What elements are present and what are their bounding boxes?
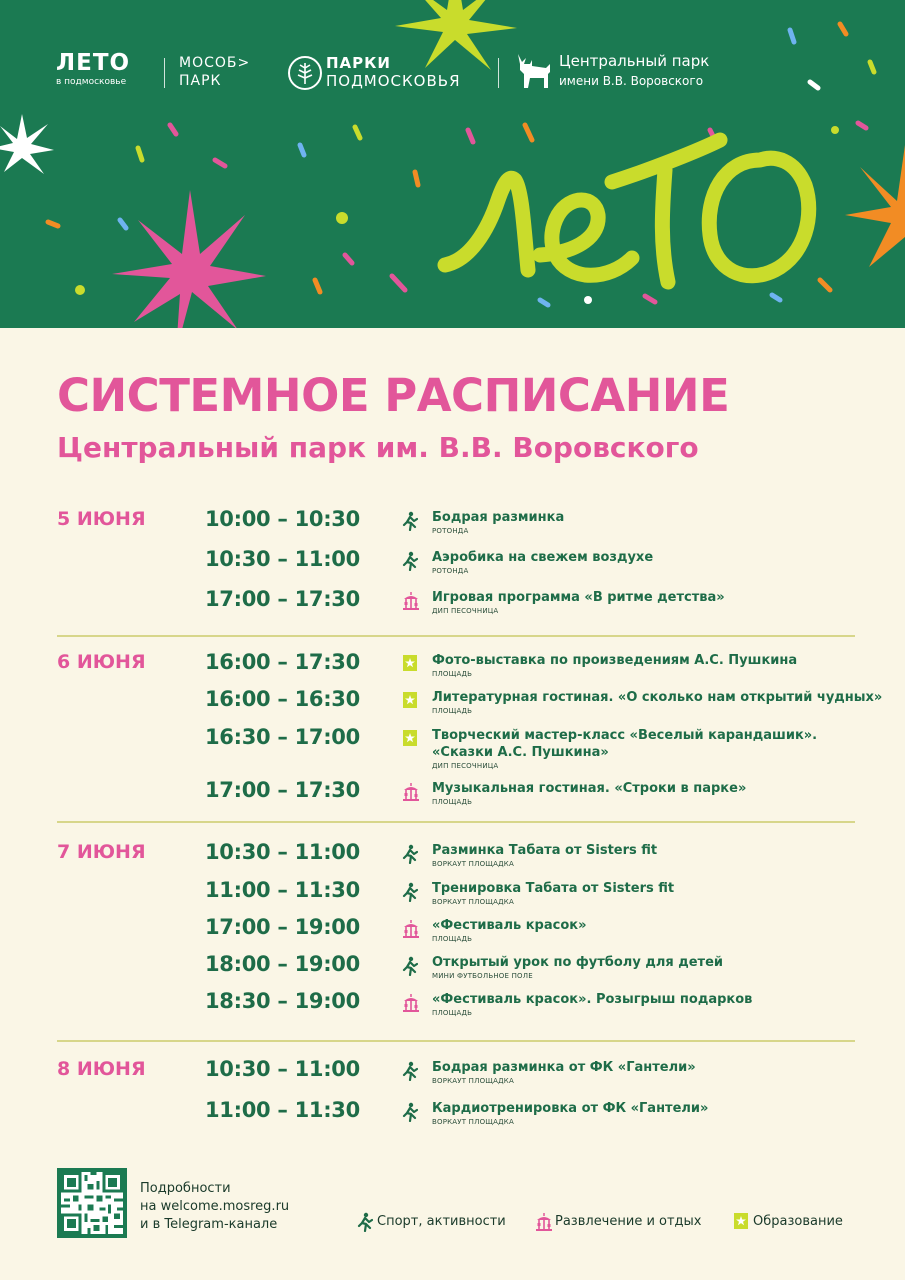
day-divider xyxy=(57,821,855,823)
runner-icon xyxy=(402,511,420,531)
runner-icon xyxy=(357,1212,373,1236)
footer-line3: и в Telegram-канале xyxy=(140,1217,278,1232)
event-place: МИНИ ФУТБОЛЬНОЕ ПОЛЕ xyxy=(432,972,533,980)
logo-divider xyxy=(498,58,499,88)
event-time: 10:30 – 11:00 xyxy=(205,547,360,571)
event-place: ПЛОЩАДЬ xyxy=(432,798,473,806)
event-name: Бодрая разминка xyxy=(432,510,565,525)
footer-line1: Подробности xyxy=(140,1181,231,1196)
book-icon xyxy=(402,654,420,674)
carousel-icon xyxy=(402,782,420,802)
event-name: «Фестиваль красок» xyxy=(432,918,587,933)
carousel-icon xyxy=(535,1212,553,1236)
event-time: 11:00 – 11:30 xyxy=(205,1098,360,1122)
footer-line2[interactable]: на welcome.mosreg.ru xyxy=(140,1199,290,1214)
event-time: 16:30 – 17:00 xyxy=(205,725,360,749)
central-park-line2: имени В.В. Воровского xyxy=(559,74,704,88)
day-date: 8 ИЮНЯ xyxy=(57,1058,146,1080)
event-name: «Фестиваль красок». Розыгрыш подарков xyxy=(432,992,753,1007)
mosobpark-logo xyxy=(179,54,250,90)
page-title: СИСТЕМНОЕ РАСПИСАНИЕ xyxy=(57,369,730,422)
leto-lettering xyxy=(445,140,809,282)
event-place: ВОРКАУТ ПЛОЩАДКА xyxy=(432,898,514,906)
event-time: 17:00 – 17:30 xyxy=(205,778,360,802)
day-date: 7 ИЮНЯ xyxy=(57,841,146,863)
runner-icon xyxy=(402,1102,420,1122)
event-place: РОТОНДА xyxy=(432,527,469,535)
event-name: Открытый урок по футболу для детей xyxy=(432,955,724,970)
event-time: 18:30 – 19:00 xyxy=(205,989,360,1013)
carousel-icon xyxy=(402,993,420,1013)
partner-logos xyxy=(56,50,905,95)
event-name: Творческий мастер-класс «Веселый карандашик». xyxy=(432,728,818,743)
event-name: Фото-выставка по произведениям А.С. Пушкина xyxy=(432,653,798,668)
event-place: ПЛОЩАДЬ xyxy=(432,1009,473,1017)
event-name: Разминка Табата от Sisters fit xyxy=(432,843,658,858)
runner-icon xyxy=(402,551,420,571)
leto-logo-text: ЛЕТО xyxy=(56,50,131,76)
event-time: 10:30 – 11:00 xyxy=(205,1057,360,1081)
event-place: ПЛОЩАДЬ xyxy=(432,935,473,943)
event-name-line2: «Сказки А.С. Пушкина» xyxy=(432,745,609,760)
event-place: ВОРКАУТ ПЛОЩАДКА xyxy=(432,860,514,868)
logo-divider xyxy=(164,58,165,88)
event-name: Литературная гостиная. «О сколько нам открытий чудных» xyxy=(432,690,883,705)
event-name: Кардиотренировка от ФК «Гантели» xyxy=(432,1101,709,1116)
event-time: 16:00 – 16:30 xyxy=(205,687,360,711)
event-time: 11:00 – 11:30 xyxy=(205,878,360,902)
runner-icon xyxy=(402,844,420,864)
book-icon xyxy=(402,691,420,711)
page-subtitle: Центральный парк им. В.В. Воровского xyxy=(57,431,699,464)
central-park-line1: Центральный парк xyxy=(559,52,710,70)
legend-edu-label: Образование xyxy=(753,1214,843,1229)
event-place: ВОРКАУТ ПЛОЩАДКА xyxy=(432,1077,514,1085)
event-name: Игровая программа «В ритме детства» xyxy=(432,590,725,605)
event-time: 17:00 – 17:30 xyxy=(205,587,360,611)
mosobpark-line1: МОСОБ> xyxy=(179,55,251,71)
day-divider xyxy=(57,635,855,637)
event-place: ПЛОЩАДЬ xyxy=(432,670,473,678)
day-divider xyxy=(57,1040,855,1042)
legend-sport-label: Спорт, активности xyxy=(377,1214,506,1229)
runner-icon xyxy=(402,1061,420,1081)
day-date: 6 ИЮНЯ xyxy=(57,651,146,673)
header-banner xyxy=(0,0,905,328)
qr-code[interactable] xyxy=(57,1168,127,1238)
runner-icon xyxy=(402,956,420,976)
parki-line1: ПАРКИ xyxy=(326,54,391,72)
leto-logo xyxy=(56,50,130,88)
event-time: 16:00 – 17:30 xyxy=(205,650,360,674)
event-place: ПЛОЩАДЬ xyxy=(432,707,473,715)
event-place: РОТОНДА xyxy=(432,567,469,575)
carousel-icon xyxy=(402,919,420,939)
runner-icon xyxy=(402,882,420,902)
book-icon xyxy=(733,1212,749,1234)
event-time: 10:00 – 10:30 xyxy=(205,507,360,531)
event-time: 10:30 – 11:00 xyxy=(205,840,360,864)
event-time: 17:00 – 19:00 xyxy=(205,915,360,939)
leaf-icon xyxy=(288,56,322,90)
event-time: 18:00 – 19:00 xyxy=(205,952,360,976)
deer-icon xyxy=(514,50,554,90)
mosobpark-line2: ПАРК xyxy=(179,73,222,89)
event-name: Аэробика на свежем воздухе xyxy=(432,550,654,565)
event-place: ВОРКАУТ ПЛОЩАДКА xyxy=(432,1118,514,1126)
event-name: Музыкальная гостиная. «Строки в парке» xyxy=(432,781,747,796)
leto-logo-sub: в подмосковье xyxy=(56,77,127,87)
footer-info xyxy=(140,1180,289,1234)
day-date: 5 ИЮНЯ xyxy=(57,508,146,530)
legend-fun-label: Развлечение и отдых xyxy=(555,1214,702,1229)
event-name: Тренировка Табата от Sisters fit xyxy=(432,881,675,896)
carousel-icon xyxy=(402,591,420,611)
event-place: ДИП ПЕСОЧНИЦА xyxy=(432,762,499,770)
parki-line2: ПОДМОСКОВЬЯ xyxy=(326,72,461,90)
book-icon xyxy=(402,729,420,749)
event-name: Бодрая разминка от ФК «Гантели» xyxy=(432,1060,696,1075)
event-place: ДИП ПЕСОЧНИЦА xyxy=(432,607,499,615)
